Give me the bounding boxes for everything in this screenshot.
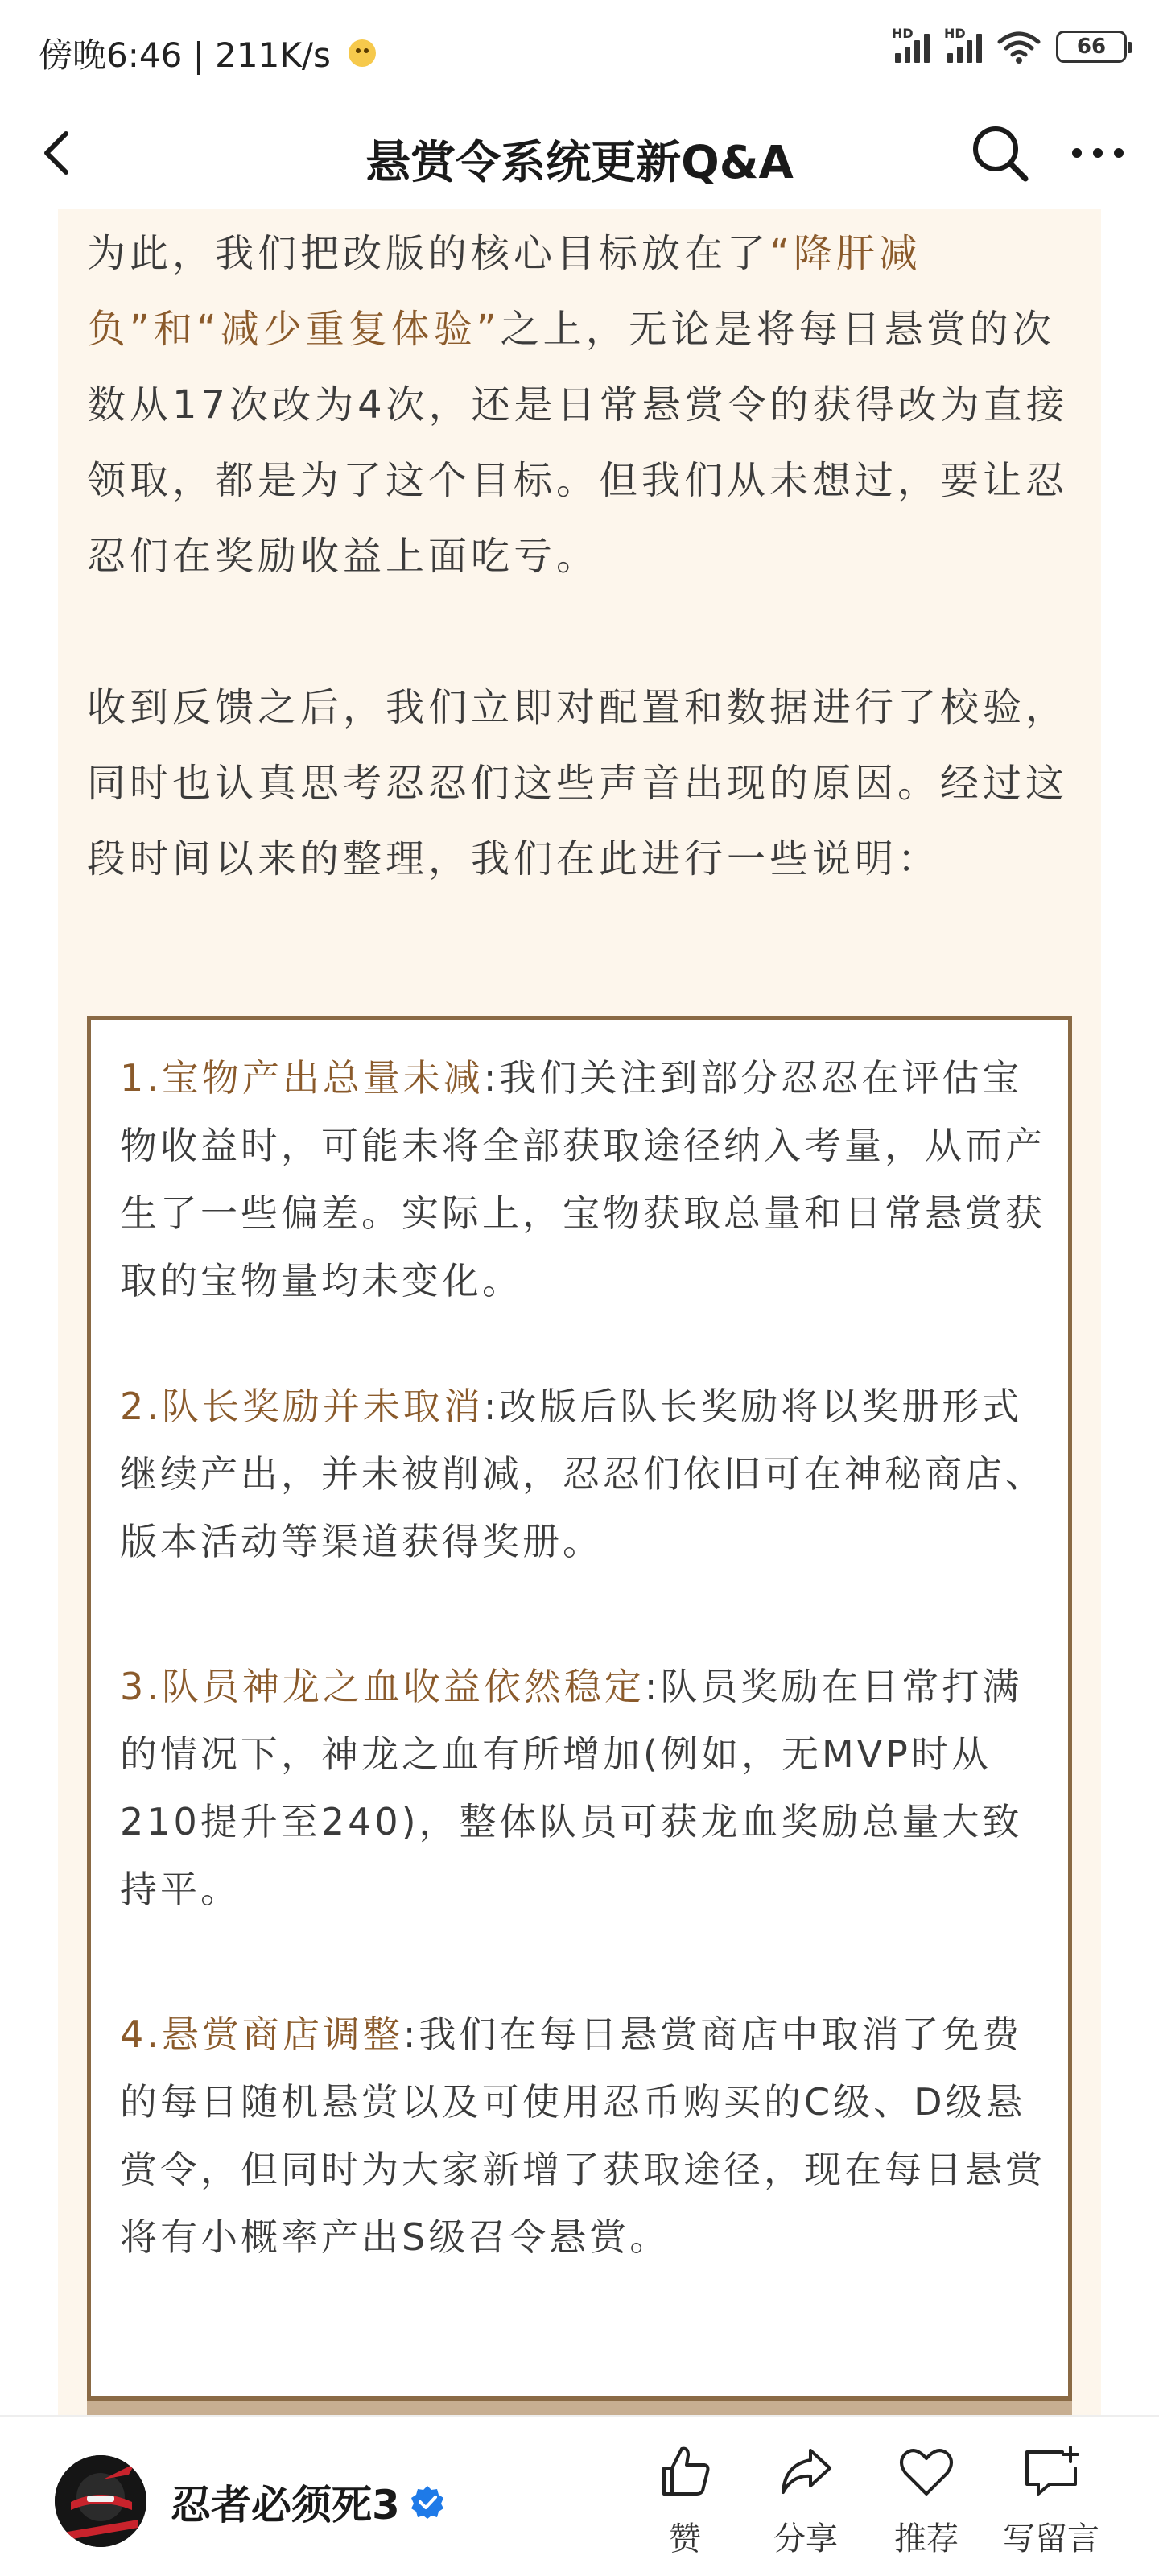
comment-button[interactable] <box>987 2441 1116 2562</box>
heart-icon <box>896 2441 957 2502</box>
recommend-button[interactable] <box>866 2441 987 2562</box>
cellular-signal-icon-2 <box>944 26 982 63</box>
status-left <box>39 29 376 77</box>
ninja-avatar-icon <box>55 2455 146 2547</box>
article-body <box>58 209 1101 2415</box>
page-title: 悬赏令系统更新Q&A <box>365 137 794 189</box>
like-label: 赞 <box>669 2520 701 2557</box>
cellular-signal-icon <box>892 26 930 63</box>
explanation-item-2-body: :改版后队长奖励将以奖册形式继续产出，并未被削减，忍忍们依旧可在神秘商店、版本活动等渠道获得奖册。 <box>120 1385 1046 1563</box>
share-button[interactable] <box>745 2441 866 2562</box>
battery-icon <box>1056 31 1127 63</box>
author-name[interactable]: 忍者必须死3 <box>171 2482 400 2529</box>
hd-label: HD <box>892 26 914 41</box>
explanation-item-3-head: 3.队员神龙之血收益依然稳定 <box>120 1665 645 1708</box>
verified-badge-icon <box>410 2484 445 2520</box>
thumbs-up-icon <box>654 2441 716 2502</box>
search-icon[interactable] <box>969 122 1030 184</box>
battery-level: 66 <box>1076 35 1107 59</box>
recommend-label: 推荐 <box>894 2520 959 2557</box>
paragraph-goal <box>87 216 1072 594</box>
explanation-item-1-body: :我们关注到部分忍忍在评估宝物收益时，可能未将全部获取途径纳入考量，从而产生了一些偏差。实际上，宝物获取总量和日常悬赏获取的宝物量均未变化。 <box>120 1056 1046 1302</box>
like-button[interactable] <box>625 2441 745 2562</box>
paragraph-feedback: 收到反馈之后，我们立即对配置和数据进行了校验，同时也认真思考忍忍们这些声音出现的原因。经过这段时间以来的整理，我们在此进行一些说明： <box>87 685 1069 881</box>
paragraph-goal-rest: 之上，无论是将每日悬赏的次数从17次改为4次，还是日常悬赏令的获得改为直接领取，都是为了这个目标。但我们从未想过，要让忍忍们在奖励收益上面吃亏。 <box>87 307 1069 579</box>
explanation-item-2 <box>120 1373 1046 1575</box>
explanation-item-4 <box>120 2000 1046 2271</box>
author-name-group[interactable] <box>171 2473 445 2531</box>
more-options-icon[interactable] <box>1066 129 1130 177</box>
explanation-item-2-head: 2.队长奖励并未取消 <box>120 1385 484 1428</box>
status-time: 傍晚6:46 | 211K/s <box>39 35 331 75</box>
share-arrow-icon <box>775 2441 836 2502</box>
nav-bar <box>0 97 1159 209</box>
bottom-bar <box>0 2415 1159 2576</box>
hd-label-2: HD <box>944 26 966 41</box>
author-avatar[interactable] <box>55 2455 146 2547</box>
explanation-item-4-body: :我们在每日悬赏商店中取消了免费的每日随机悬赏以及可使用忍币购买的C级、D级悬赏令，但同时为大家新增了获取途径，现在每日悬赏将有小概率产出S级召令悬赏。 <box>120 2013 1046 2259</box>
emoji-face-icon <box>349 39 376 67</box>
paragraph-goal-lead: 为此，我们把改版的核心目标放在了 <box>87 231 770 276</box>
share-label: 分享 <box>773 2520 838 2557</box>
paragraph-goal-highlight: “降肝减负”和“减少重复体验” <box>87 231 922 352</box>
comment-plus-icon <box>1021 2441 1082 2502</box>
wifi-icon <box>996 29 1041 64</box>
explanation-item-1 <box>120 1044 1046 1315</box>
explanation-item-4-head: 4.悬赏商店调整 <box>120 2013 403 2056</box>
explanation-item-3 <box>120 1653 1046 1923</box>
explanation-item-3-body: :队员奖励在日常打满的情况下，神龙之血有所增加(例如，无MVP时从210提升至240)，整体队员可获龙血奖励总量大致持平。 <box>120 1665 1023 1911</box>
status-bar <box>0 0 1159 97</box>
status-right <box>892 26 1127 64</box>
comment-label: 写留言 <box>1003 2520 1099 2557</box>
explanation-item-1-head: 1.宝物产出总量未减 <box>120 1056 484 1100</box>
explanation-box <box>87 1016 1072 2401</box>
